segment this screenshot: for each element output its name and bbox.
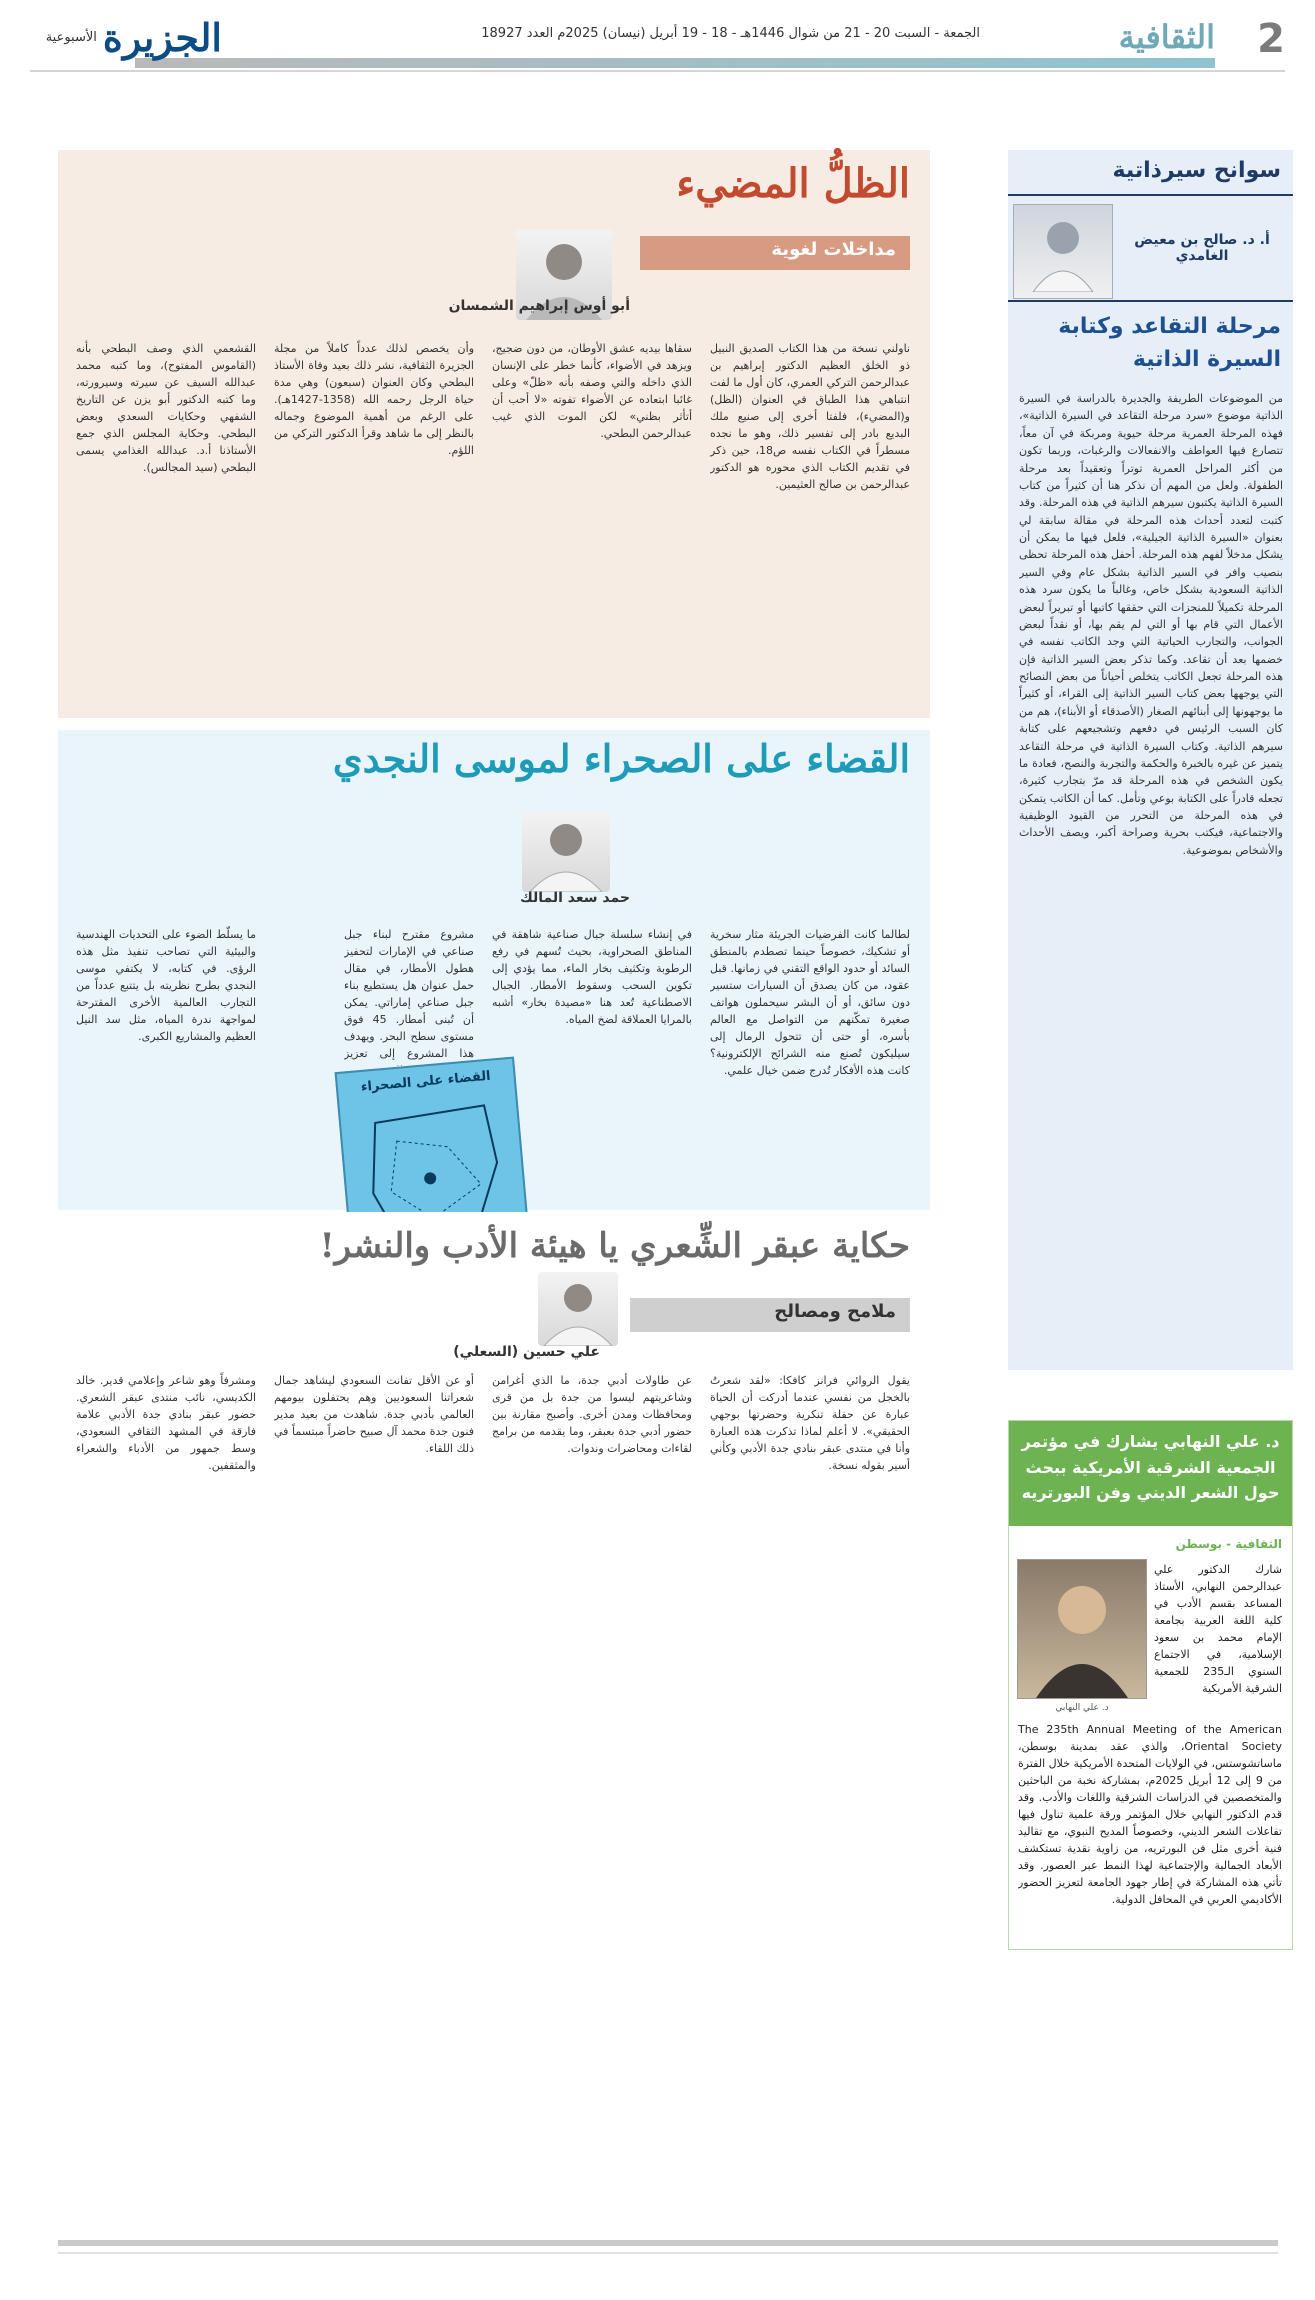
article-column-1: لطالما كانت الفرضيات الجريئة مثار سخرية أو تشكيك، خصوصاً حينما تصطدم بالمنطق السائد أو حدود الواقع التقني في زمانها. قبل عقود، من كان يصدق أن السيارات ستسير دون سائق، أو أن البشر سيحملون هواتف صغيرة تمكّنهم من التواصل مع العالم بأسره، أو حتى أن تتحول الرمال إلى سيليكون تُصنع منه الشرائح الإلكترونية؟ كانت هذه الأفكار تُدرج ضمن خيال علمي. (710, 928, 910, 1078)
column-box (1008, 150, 1293, 1370)
article-shadow (58, 150, 930, 718)
author-photo (538, 1272, 618, 1346)
article-kicker: ملامح ومصالح (630, 1298, 910, 1332)
article-title: الظلُّ المضيء (676, 160, 910, 207)
news-kicker: الثقافية - بوسطن (1175, 1537, 1282, 1551)
news-body-bottom: The 235th Annual Meeting of the American Oriental Society، والذي عقد بمدينة بوسطن، ماساتشوستس، في الولايات المتحدة الأمريكية خلال الفترة من 9 إلى 12 أبريل 2025م، بمشاركة نخبة من الباحثين والمتخصصين في الدراسات الشرقية واللغات والأدب. وقد قدم الدكتور النهابي خلال المؤتمر ورقة علمية تناول فيها تفاعلات الشعر الديني، وخصوصاً المديح النبوي، مع تقاليد فنية أخرى مثل فن البورتريه، من زاوية نقدية تستكشف الأبعاد الجمالية والإجتماعية لهذا النمط عبر العصور. وقد تأتي هذه المشاركة في إطار جهود الجامعة لتعزيز الحضور الأكاديمي العربي في المحافل الدولية. (1018, 1723, 1282, 1907)
author-photo (1013, 204, 1113, 299)
article-column-4: ومشرفاً وهو شاعر وإعلامي قدير. خالد الكديسي، نائب منتدى عبقر الشعري. حضور عبقر بنادي جدة الأدبي علامة فارقة في المشهد الثقافي السعودي، وسط جمهور من الأدباء والشعراء والمثقفين. (76, 1374, 256, 1473)
article-title: القضاء على الصحراء لموسى النجدي (332, 736, 910, 781)
book-cover-title: القضاء على الصحراء (360, 1068, 492, 1096)
issue-date: الجمعة - السبت 20 - 21 من شوال 1446هـ - 18 - 19 أبريل (نيسان) 2025م العدد 18927 (481, 26, 980, 41)
header-rule (30, 70, 1285, 72)
column-kicker: سوانح سيرذاتية (1112, 158, 1281, 183)
article-column-1: ناولني نسخة من هذا الكتاب الصديق النبيل ذو الخلق العظيم الدكتور إبراهيم بن عبدالرحمن التركي العمري، كان أول ما لفت انتباهي هذا الطباق في العنوان (الظل) و(المضيء)، فلفتا أخرى إلى صنيع ملك البديع بادر إلى تفسير ذلك، وهو ما نجده مسطراً في الكتاب نفسه ص18، حين ذكر في تقديم الكتاب الذي محوره هو الدكتور عبدالرحمن بن صالح العثيمين. (710, 342, 910, 492)
column-kicker-rule (1008, 194, 1293, 196)
article-column-2: في إنشاء سلسلة جبال صناعية شاهقة في المناطق الصحراوية، بحيث تُسهم في رفع الرطوبة وتكثيف بخار الماء، مما يؤدي إلى تكوين السحب وسقوط الأمطار. الجبال الاصطناعية تُعد هنا «مصيدة بخار» أشبه بالمرايا العملاقة لضخ المياه. (492, 928, 692, 1027)
article-desert (58, 730, 930, 1210)
news-photo-caption: د. علي النهابي (1055, 1703, 1109, 1713)
article-author: أبو أوس إبراهيم الشمسان (448, 298, 630, 314)
article-abqar (58, 1212, 930, 1772)
article-column-4: ما يسلّط الضوء على التحديات الهندسية والبيئية التي تصاحب تنفيذ مثل هذه الرؤى. في كتابه، لا يكتفي موسى النجدي بطرح نظريته بل يتتبع عدداً من التجارب العالمية الأخرى المقترحة لمواجهة ندرة المياه، مثل سد النيل العظيم والمشاريع الكبرى. (76, 928, 256, 1044)
news-title: د. علي النهابي يشارك في مؤتمر الجمعية الشرقية الأمريكية ببحث حول الشعر الديني وفن البورتريه (1009, 1421, 1292, 1526)
article-author: حمد سعد المالك (519, 890, 630, 906)
article-column-4: القشعمي الذي وصف البطحي بأنه (القاموس المفتوح)، وما كتبه محمد عبدالله السيف عن سيرته وسيرورته، وما كتبه الدكتور أبو يزن عن التاريخ الشفهي وحكايات السعدي وبعض البطحي. وحكاية المجلس الذي جمع الأستاذنا أ.د. عبدالله الغذامي يسمى البطحي (سيد المجالس). (76, 342, 256, 475)
article-column-3: مشروع مقترح لبناء جبل صناعي في الإمارات لتحفيز هطول الأمطار، في مقال حمل عنوان هل يستطيع بناء جبل صناعي إماراتي. يمكن أن تُبنى أمطار. 45 فوق مستوى سطح البحر. ويهدف هذا المشروع إلى تعزيز (344, 928, 474, 1061)
person-icon (1018, 1560, 1146, 1698)
footer-rule-thin (58, 2252, 1278, 2254)
article-author: علي حسين (السعلي) (453, 1344, 600, 1360)
column-author: أ. د. صالح بن معيض الغامدي (1134, 232, 1270, 264)
news-photo (1017, 1559, 1147, 1699)
article-column-1: يقول الروائي فرانز كافكا: «لقد شعرتُ بالخجل من نفسي عندما أدركت أن الحياة عبارة عن حفلة تنكرية وحضرتها بوجهي الحقيقي». لا أعلم لماذا تذكرت هذه العبارة وأنا في منتدى عبقر بنادي جدة الأدبي وكأني أسير بقوله نسخة. (710, 1374, 910, 1473)
column-title: مرحلة التقاعد وكتابة السيرة الذاتية (1058, 314, 1281, 372)
article-column-2: سقاها بيديه عشق الأوطان، من دون ضجيج، ويزهد في الأضواء، كأنما خطر على الإنسان الذي داخله والتي وصفه بأنه «ظلّ» وعلى غائبا ابتعاده عن الأضواء تفوته «لا أحب أن أتأثر بظني» لكن الموت الذي غيب عبدالرحمن البطحي. (492, 342, 692, 441)
page-header (0, 0, 1315, 118)
article-column-3: وأن يخصص لذلك عدداً كاملاً من مجلة الجزيرة الثقافية، نشر ذلك بعيد وفاة الأستاذ البطحي وكان العنوان (سبعون) وهي مدة حياة الرجل رحمه الله (1358-1427هـ). على الرغم من أهمية الموضوع وجماله بالنظر إلى ما شاهد وقرأ الدكتور التركي من اللؤم. (274, 342, 474, 458)
person-icon (522, 812, 610, 892)
article-title: حكاية عبقر الشِّعري يا هيئة الأدب والنشر! (319, 1226, 910, 1266)
paper-logo-sub: الأسبوعية (45, 29, 97, 45)
header-color-bar (135, 58, 1215, 68)
article-column-2: عن طاولات أدبي جدة، ما الذي أغرامن وشاعريتهم ليسوا من جدة بل من قرى ومحافظات ومدن أخرى. وأصبح مقارنة بين حضور أدبي جدة بعبقر، وما يقدمه من برامج لقاءات ومحاضرات وندوات. (492, 1374, 692, 1456)
section-logo: الثقافية (1118, 18, 1215, 56)
right-sidebar (1008, 150, 1293, 1950)
column-body: من الموضوعات الطريفة والجديرة بالدراسة في السيرة الذاتية موضوع «سرد مرحلة التقاعد في السيرة الذاتية»، فهذه المرحلة العمرية مرحلة حيوية ومربكة في آن معاً، تتصارع فيها العواطف والانفعالات والرغبات، وربما تكون من أكثر المراحل العمرية توتراً وتعقيداً بعد مرحلة الطفولة. ولعل من المهم أن نذكر هنا أن كثيراً من كتاب السيرة الذاتية يكتبون سيرهم الذاتية في هذه المرحلة. وقد كتبت لتعدد أحداث هذه المرحلة في مقالة سابقة لي بعنوان «السيرة الذاتية الجيلية»، فلعل فيها ما يمكن أن يشكل مدخلاً لفهم هذه المرحلة. أحفل هذه المرحلة تحظى بنصيب وافر في السير الذاتية بشكل عام وفي السير الذاتية السعودية بشكل خاص، وغالباً ما يكون سرد هذه المرحلة تكميلاً للمنجزات التي حققها كاتبها أو تبريراً لبعض الأعمال التي قام بها أو التي لم يقم بها، أو نقداً لبعض الجوانب، والتجارب الحياتية التي وجد الكاتب نفسه في خضمها بعد أن تقاعد. وكما تذكر بعض السير الذاتية فإن هذه المرحلة تجعل الكاتب يتخلص أحياناً من بعض النصائح التي يوجهها بعض كتاب السير الذاتية إلى القراء، أو كثيراً ما يوجهونها إلى أبنائهم الصغار (الأصدقاء أو الأبناء)، هم من كان السبب الرئيس في دفعهم وتشجيعهم على كتابة سيرهم الذاتية. وكتاب السيرة الذاتية في مرحلة التقاعد يتميز عن غيره بالخبرة والحكمة والتجربة والنصح، فعادة ما يكون الشخص في هذه المرحلة قد مرّ بتجارب كثيرة، تجعله قادراً على الكتابة بوعي وتأمل. كما أن الكاتب يتمكن في هذه المرحلة من التحرر من القيود الوظيفية والاجتماعية، فيكتب بحرية وصراحة أكبر، ويصف الأحداث والأشخاص بموضوعية. (1019, 392, 1283, 857)
paper-logo-name: الجزيرة (102, 14, 222, 60)
author-photo (522, 812, 610, 892)
person-icon (538, 1272, 618, 1346)
column-rule (1008, 300, 1293, 302)
news-body-top: شارك الدكتور علي عبدالرحمن النهابي، الأستاذ المساعد بقسم الأدب في كلية اللغة العربية بجامعة الإمام محمد بن سعود الإسلامية، في الاجتماع السنوي الـ235 للجمعية الشرقية الأمريكية (1154, 1563, 1282, 1696)
news-box (1008, 1420, 1293, 1950)
page-number: 2 (1257, 16, 1285, 62)
footer-rule (58, 2240, 1278, 2246)
person-icon (1028, 212, 1098, 292)
paper-logo (22, 12, 222, 62)
article-column-3: أو عن الأقل تفانت السعودي ليشاهد جمال شعراتنا السعوديين وهم يحتفلون بيومهم العالمي بأدبي جدة. شاهدت من بعيد مدير فنون جدة محمد آل صبيح حاضراً مبتسماً في ذلك اللقاء. (274, 1374, 474, 1456)
article-kicker: مداخلات لغوية (640, 236, 910, 270)
